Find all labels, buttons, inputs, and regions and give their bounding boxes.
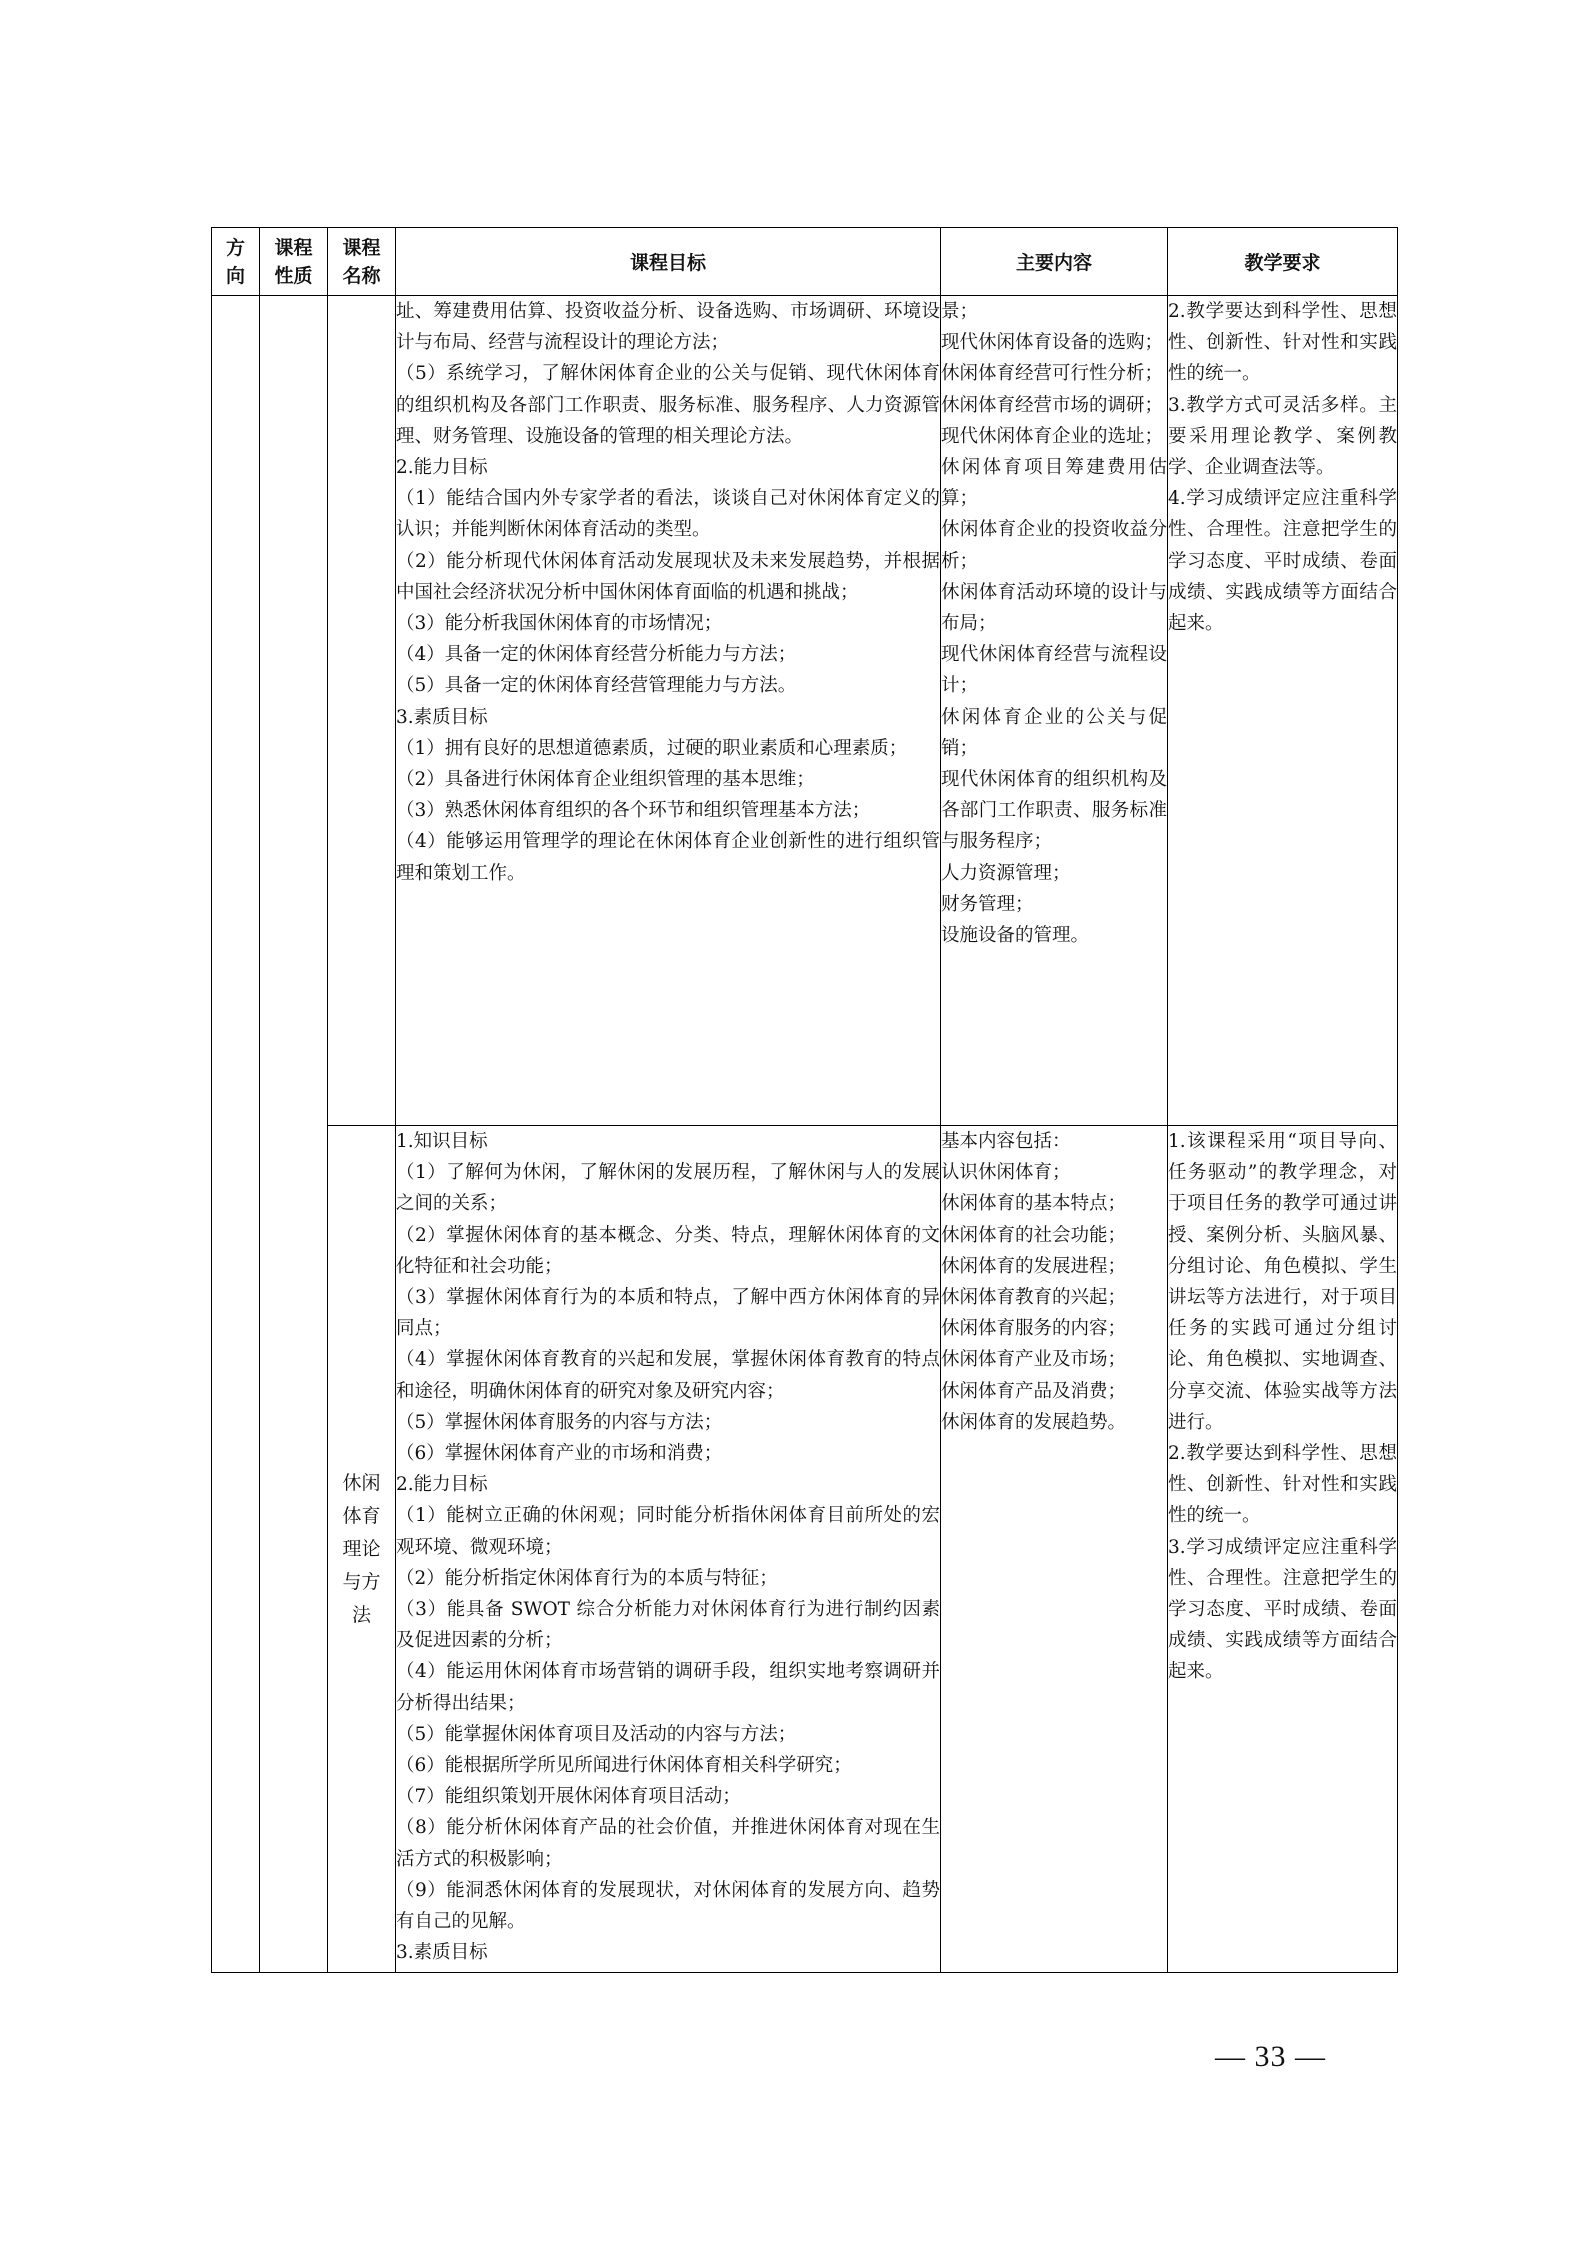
goal-text: （4）能够运用管理学的理论在休闲体育企业创新性的进行组织管理和策划工作。 [396, 831, 940, 884]
goal-text: 3.素质目标 [396, 706, 488, 728]
main-content-cell [941, 1126, 1168, 1973]
goal-text: 1.知识目标 [396, 1131, 488, 1152]
content-text: 休闲体育经营市场的调研； [941, 394, 1164, 416]
header-nature-line: 性质 [274, 264, 313, 287]
teaching-requirements-cell [1168, 296, 1398, 1126]
course-name-line: 理论 [342, 1537, 381, 1560]
table-row [212, 296, 1398, 1126]
content-text: 休闲体育的社会功能； [941, 1224, 1127, 1246]
requirement-text: 3.学习成绩评定应注重科学性、合理性。注意把学生的学习态度、平时成绩、卷面成绩、实践成绩等方面结合起来。 [1168, 1536, 1397, 1683]
header-teaching-requirements: 教学要求 [1168, 228, 1398, 296]
content-text: 现代休闲体育经营与流程设计； [941, 644, 1167, 697]
goal-text: （2）具备进行休闲体育企业组织管理的基本思维； [396, 769, 815, 791]
header-course-name [328, 228, 396, 296]
goal-text: （3）能具备 SWOT 综合分析能力对休闲体育行为进行制约因素及促进因素的分析； [396, 1599, 940, 1652]
content-text: 休闲体育的发展趋势。 [941, 1411, 1127, 1433]
content-text: 认识休闲体育； [941, 1162, 1071, 1184]
content-text: 休闲体育经营可行性分析； [941, 363, 1164, 385]
header-name-line: 名称 [342, 264, 381, 287]
header-direction-line: 向 [225, 264, 245, 287]
goal-text: 2.能力目标 [396, 457, 488, 479]
content-text: 休闲体育产品及消费； [941, 1380, 1127, 1402]
goal-text: （5）系统学习，了解休闲体育企业的公关与促销、现代休闲体育的组织机构及各部门工作职责、服务标准、服务程序、人力资源管理、财务管理、设施设备的管理的相关理论方法。 [396, 363, 940, 447]
goal-text: 2.能力目标 [396, 1474, 488, 1496]
header-main-content: 主要内容 [941, 228, 1168, 296]
main-content-cell [941, 296, 1168, 1126]
content-text: 休闲体育企业的投资收益分析； [941, 519, 1167, 572]
course-name-line: 休闲 [342, 1471, 381, 1494]
curriculum-table [211, 227, 1398, 1973]
course-goals-cell [396, 1126, 941, 1973]
goal-text: （1）能树立正确的休闲观；同时能分析指休闲体育目前所处的宏观环境、微观环境； [396, 1505, 940, 1558]
course-name-cell [328, 1126, 396, 1973]
content-text: 休闲体育项目筹建费用估算； [941, 457, 1167, 510]
goal-text: （1）拥有良好的思想道德素质，过硬的职业素质和心理素质； [396, 737, 908, 759]
content-text: 休闲体育活动环境的设计与布局； [941, 581, 1167, 635]
goal-text: （3）掌握休闲体育行为的本质和特点，了解中西方休闲体育的异同点； [396, 1287, 940, 1340]
requirement-text: 1.该课程采用“项目导向、任务驱动”的教学理念，对于项目任务的教学可通过讲授、案例分析、头脑风暴、分组讨论、角色模拟、学生讲坛等方法进行，对于项目任务的实践可通过分组讨论、角色模拟、实地调查、分享交流、体验实战等方法进行。 [1168, 1131, 1397, 1433]
teaching-requirements-cell [1168, 1126, 1398, 1973]
goal-text: （4）具备一定的休闲体育经营分析能力与方法； [396, 644, 797, 666]
content-text: 休闲体育服务的内容； [941, 1318, 1127, 1340]
header-course-goals: 课程目标 [396, 228, 941, 296]
course-name-line: 法 [351, 1603, 371, 1626]
content-text: 现代休闲体育设备的选购； [941, 332, 1164, 354]
requirement-text: 3.教学方式可灵活多样。主要采用理论教学、案例教学、企业调查法等。 [1168, 394, 1397, 479]
requirement-text: 2.教学要达到科学性、思想性、创新性、针对性和实践性的统一。 [1168, 301, 1397, 385]
goal-text: （5）掌握休闲体育服务的内容与方法； [396, 1411, 723, 1433]
goal-text: 址、筹建费用估算、投资收益分析、设备选购、市场调研、环境设计与布局、经营与流程设计的理论方法； [396, 301, 940, 354]
table-row [212, 1126, 1398, 1973]
header-name-line: 课程 [342, 236, 381, 259]
goal-text: （9）能洞悉休闲体育的发展现状，对休闲体育的发展方向、趋势有自己的见解。 [396, 1879, 940, 1933]
requirement-text: 4.学习成绩评定应注重科学性、合理性。注意把学生的学习态度、平时成绩、卷面成绩、实践成绩等方面结合起来。 [1168, 488, 1397, 635]
goal-text: （8）能分析休闲体育产品的社会价值，并推进休闲体育对现在生活方式的积极影响； [396, 1817, 940, 1870]
content-text: 财务管理； [941, 893, 1034, 915]
requirement-text: 2.教学要达到科学性、思想性、创新性、针对性和实践性的统一。 [1168, 1443, 1397, 1527]
header-row [212, 228, 1398, 296]
goal-text: （7）能组织策划开展休闲体育项目活动； [396, 1786, 741, 1808]
course-name-line: 与方 [342, 1570, 381, 1593]
goal-text: （2）能分析现代休闲体育活动发展现状及未来发展趋势，并根据中国社会经济状况分析中国休闲体育面临的机遇和挑战； [396, 550, 940, 603]
content-text: 休闲体育的基本特点； [941, 1193, 1127, 1215]
goal-text: （2）能分析指定休闲体育行为的本质与特征； [396, 1567, 778, 1589]
goal-text: （2）掌握休闲体育的基本概念、分类、特点，理解休闲体育的文化特征和社会功能； [396, 1224, 940, 1277]
header-nature-line: 课程 [274, 236, 313, 259]
content-text: 设施设备的管理。 [941, 925, 1090, 947]
goal-text: （3）熟悉休闲体育组织的各个环节和组织管理基本方法； [396, 800, 871, 822]
course-name-cell [328, 296, 396, 1126]
goal-text: 3.素质目标 [396, 1942, 488, 1964]
header-course-nature [260, 228, 328, 296]
course-goals-cell [396, 296, 941, 1126]
goal-text: （3）能分析我国休闲体育的市场情况； [396, 613, 723, 635]
content-text: 人力资源管理； [941, 862, 1071, 884]
page-number: — 33 — [1215, 2040, 1326, 2073]
content-text: 休闲体育产业及市场； [941, 1349, 1127, 1371]
content-text: 基本内容包括： [941, 1131, 1071, 1152]
course-name-line: 体育 [342, 1504, 381, 1527]
goal-text: （1）了解何为休闲，了解休闲的发展历程，了解休闲与人的发展之间的关系； [396, 1162, 940, 1215]
content-text: 景； [941, 301, 979, 322]
header-direction [212, 228, 260, 296]
content-text: 休闲体育企业的公关与促销； [941, 706, 1167, 759]
content-text: 现代休闲体育企业的选址； [941, 425, 1164, 447]
content-text: 休闲体育的发展进程； [941, 1255, 1127, 1277]
goal-text: （4）能运用休闲体育市场营销的调研手段，组织实地考察调研并分析得出结果； [396, 1661, 940, 1714]
header-direction-line: 方 [225, 236, 245, 259]
course-nature-cell [260, 296, 328, 1973]
goal-text: （5）具备一定的休闲体育经营管理能力与方法。 [396, 675, 797, 697]
goal-text: （6）掌握休闲体育产业的市场和消费； [396, 1443, 723, 1465]
goal-text: （1）能结合国内外专家学者的看法，谈谈自己对休闲体育定义的认识；并能判断休闲体育活动的类型。 [396, 488, 940, 541]
goal-text: （6）能根据所学所见所闻进行休闲体育相关科学研究； [396, 1755, 852, 1777]
goal-text: （5）能掌握休闲体育项目及活动的内容与方法； [396, 1723, 797, 1745]
content-text: 现代休闲体育的组织机构及各部门工作职责、服务标准与服务程序； [941, 769, 1167, 853]
content-text: 休闲体育教育的兴起； [941, 1287, 1127, 1309]
goal-text: （4）掌握休闲体育教育的兴起和发展，掌握休闲体育教育的特点和途径，明确休闲体育的研究对象及研究内容； [396, 1349, 940, 1402]
direction-cell [212, 296, 260, 1973]
